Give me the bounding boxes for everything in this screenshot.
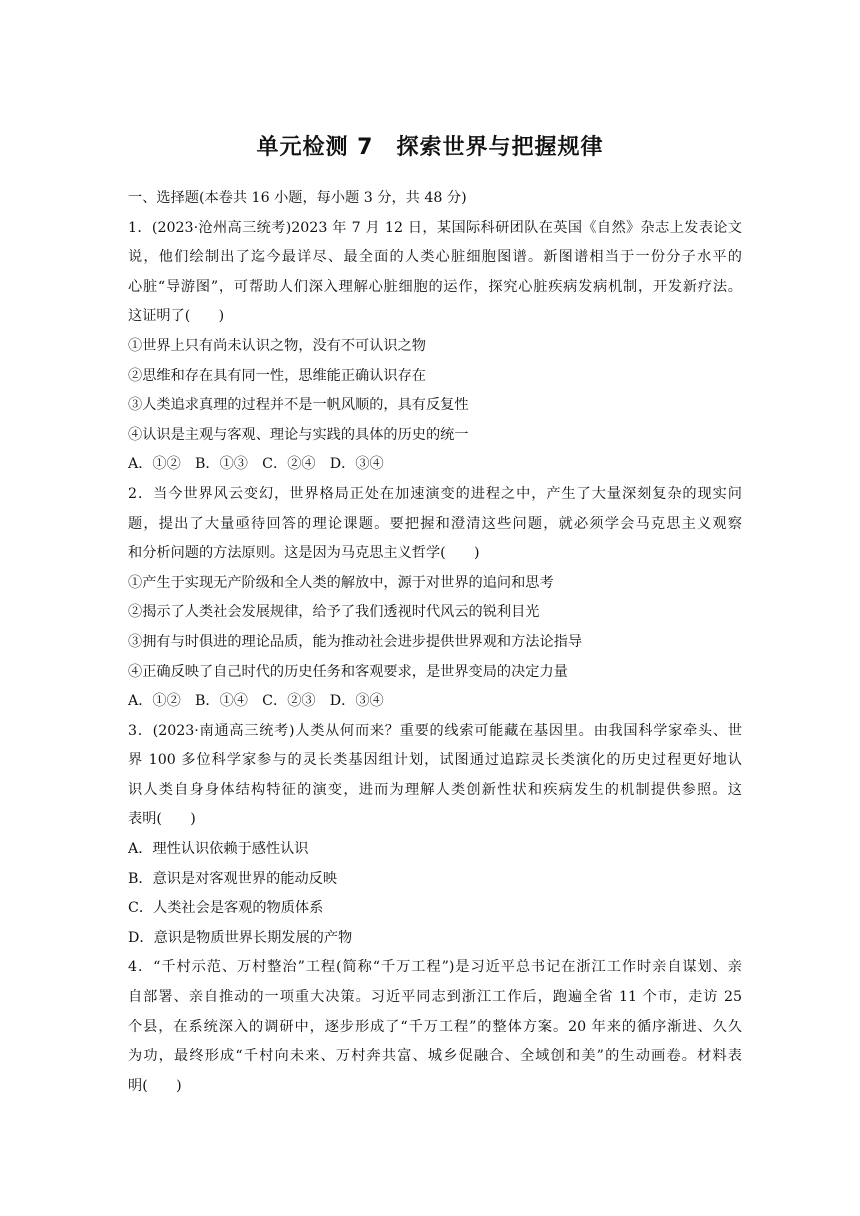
question-stem-line: 自部署、亲自推动的一项重大决策。习近平同志到浙江工作后，跑遍全省 11 个市，走访 25 [128, 989, 742, 1006]
answer-options: A．①② B．①④ C．②③ D．③④ [128, 693, 384, 710]
question-stem-line: 明( ) [128, 1077, 182, 1094]
statement-item: ③拥有与时俱进的理论品质，能为推动社会进步提供世界观和方法论指导 [128, 633, 583, 650]
question-stem-line: 识人类自身身体结构特征的演变，进而为理解人类创新性状和疾病发生的机制提供参照。这 [128, 781, 742, 798]
page-title: 单元检测 7 探索世界与把握规律 [256, 135, 604, 160]
question-stem-line: 1．(2023·沧州高三统考)2023 年 7 月 12 日，某国际科研团队在英国《自然》杂志上发表论文 [128, 219, 742, 236]
question-stem-line: 个县，在系统深入的调研中，逐步形成了“千万工程”的整体方案。20 年来的循序渐进、久久 [128, 1018, 742, 1035]
question-2 [128, 480, 742, 717]
section-header: 一、选择题(本卷共 16 小题，每小题 3 分，共 48 分) [128, 190, 467, 206]
question-4 [128, 953, 742, 1101]
question-stem-line: 心脏“导游图”，可帮助人们深入理解心脏细胞的运作，探究心脏疾病发病机制，开发新疗法。 [128, 278, 742, 295]
statement-item: ②揭示了人类社会发展规律，给予了我们透视时代风云的锐利目光 [128, 604, 540, 621]
question-stem-line: 说，他们绘制出了迄今最详尽、最全面的人类心脏细胞图谱。新图谱相当于一份分子水平的 [128, 249, 742, 266]
statement-item: ③人类追求真理的过程并不是一帆风顺的，具有反复性 [128, 397, 469, 414]
question-stem-line: 题，提出了大量亟待回答的理论课题。要把握和澄清这些问题，就必须学会马克思主义观察 [128, 515, 742, 532]
question-stem-line: 这证明了( ) [128, 308, 225, 325]
question-stem-line: 界 100 多位科学家参与的灵长类基因组计划，试图通过追踪灵长类演化的历史过程更好地认 [128, 752, 742, 769]
statement-item: ②思维和存在具有同一性，思维能正确认识存在 [128, 367, 426, 384]
answer-choice: A．理性认识依赖于感性认识 [128, 841, 309, 858]
question-stem-line: 为功，最终形成“千村向未来、万村奔共富、城乡促融合、全域创和美”的生动画卷。材料表 [128, 1048, 742, 1065]
question-3 [128, 717, 742, 954]
answer-choice: B．意识是对客观世界的能动反映 [128, 870, 338, 887]
question-stem-line: 表明( ) [128, 811, 196, 828]
statement-item: ④正确反映了自己时代的历史任务和客观要求，是世界变局的决定力量 [128, 663, 568, 680]
question-1 [128, 214, 742, 480]
question-list [128, 184, 742, 1101]
answer-choice: D．意识是物质世界长期发展的产物 [128, 929, 353, 946]
statement-item: ④认识是主观与客观、理论与实践的具体的历史的统一 [128, 426, 469, 443]
question-stem-line: 4．“千村示范、万村整治”工程(简称“千万工程”)是习近平总书记在浙江工作时亲自谋划、亲 [128, 959, 742, 976]
question-stem-line: 3．(2023·南通高三统考)人类从何而来？重要的线索可能藏在基因里。由我国科学家牵头、世 [128, 722, 742, 739]
question-stem-line: 和分析问题的方法原则。这是因为马克思主义哲学( ) [128, 545, 480, 562]
question-stem-line: 2．当今世界风云变幻，世界格局正处在加速演变的进程之中，产生了大量深刻复杂的现实问 [128, 485, 742, 502]
answer-options: A．①② B．①③ C．②④ D．③④ [128, 456, 384, 473]
statement-item: ①产生于实现无产阶级和全人类的解放中，源于对世界的追问和思考 [128, 574, 554, 591]
statement-item: ①世界上只有尚未认识之物，没有不可认识之物 [128, 337, 426, 354]
answer-choice: C．人类社会是客观的物质体系 [128, 900, 324, 917]
